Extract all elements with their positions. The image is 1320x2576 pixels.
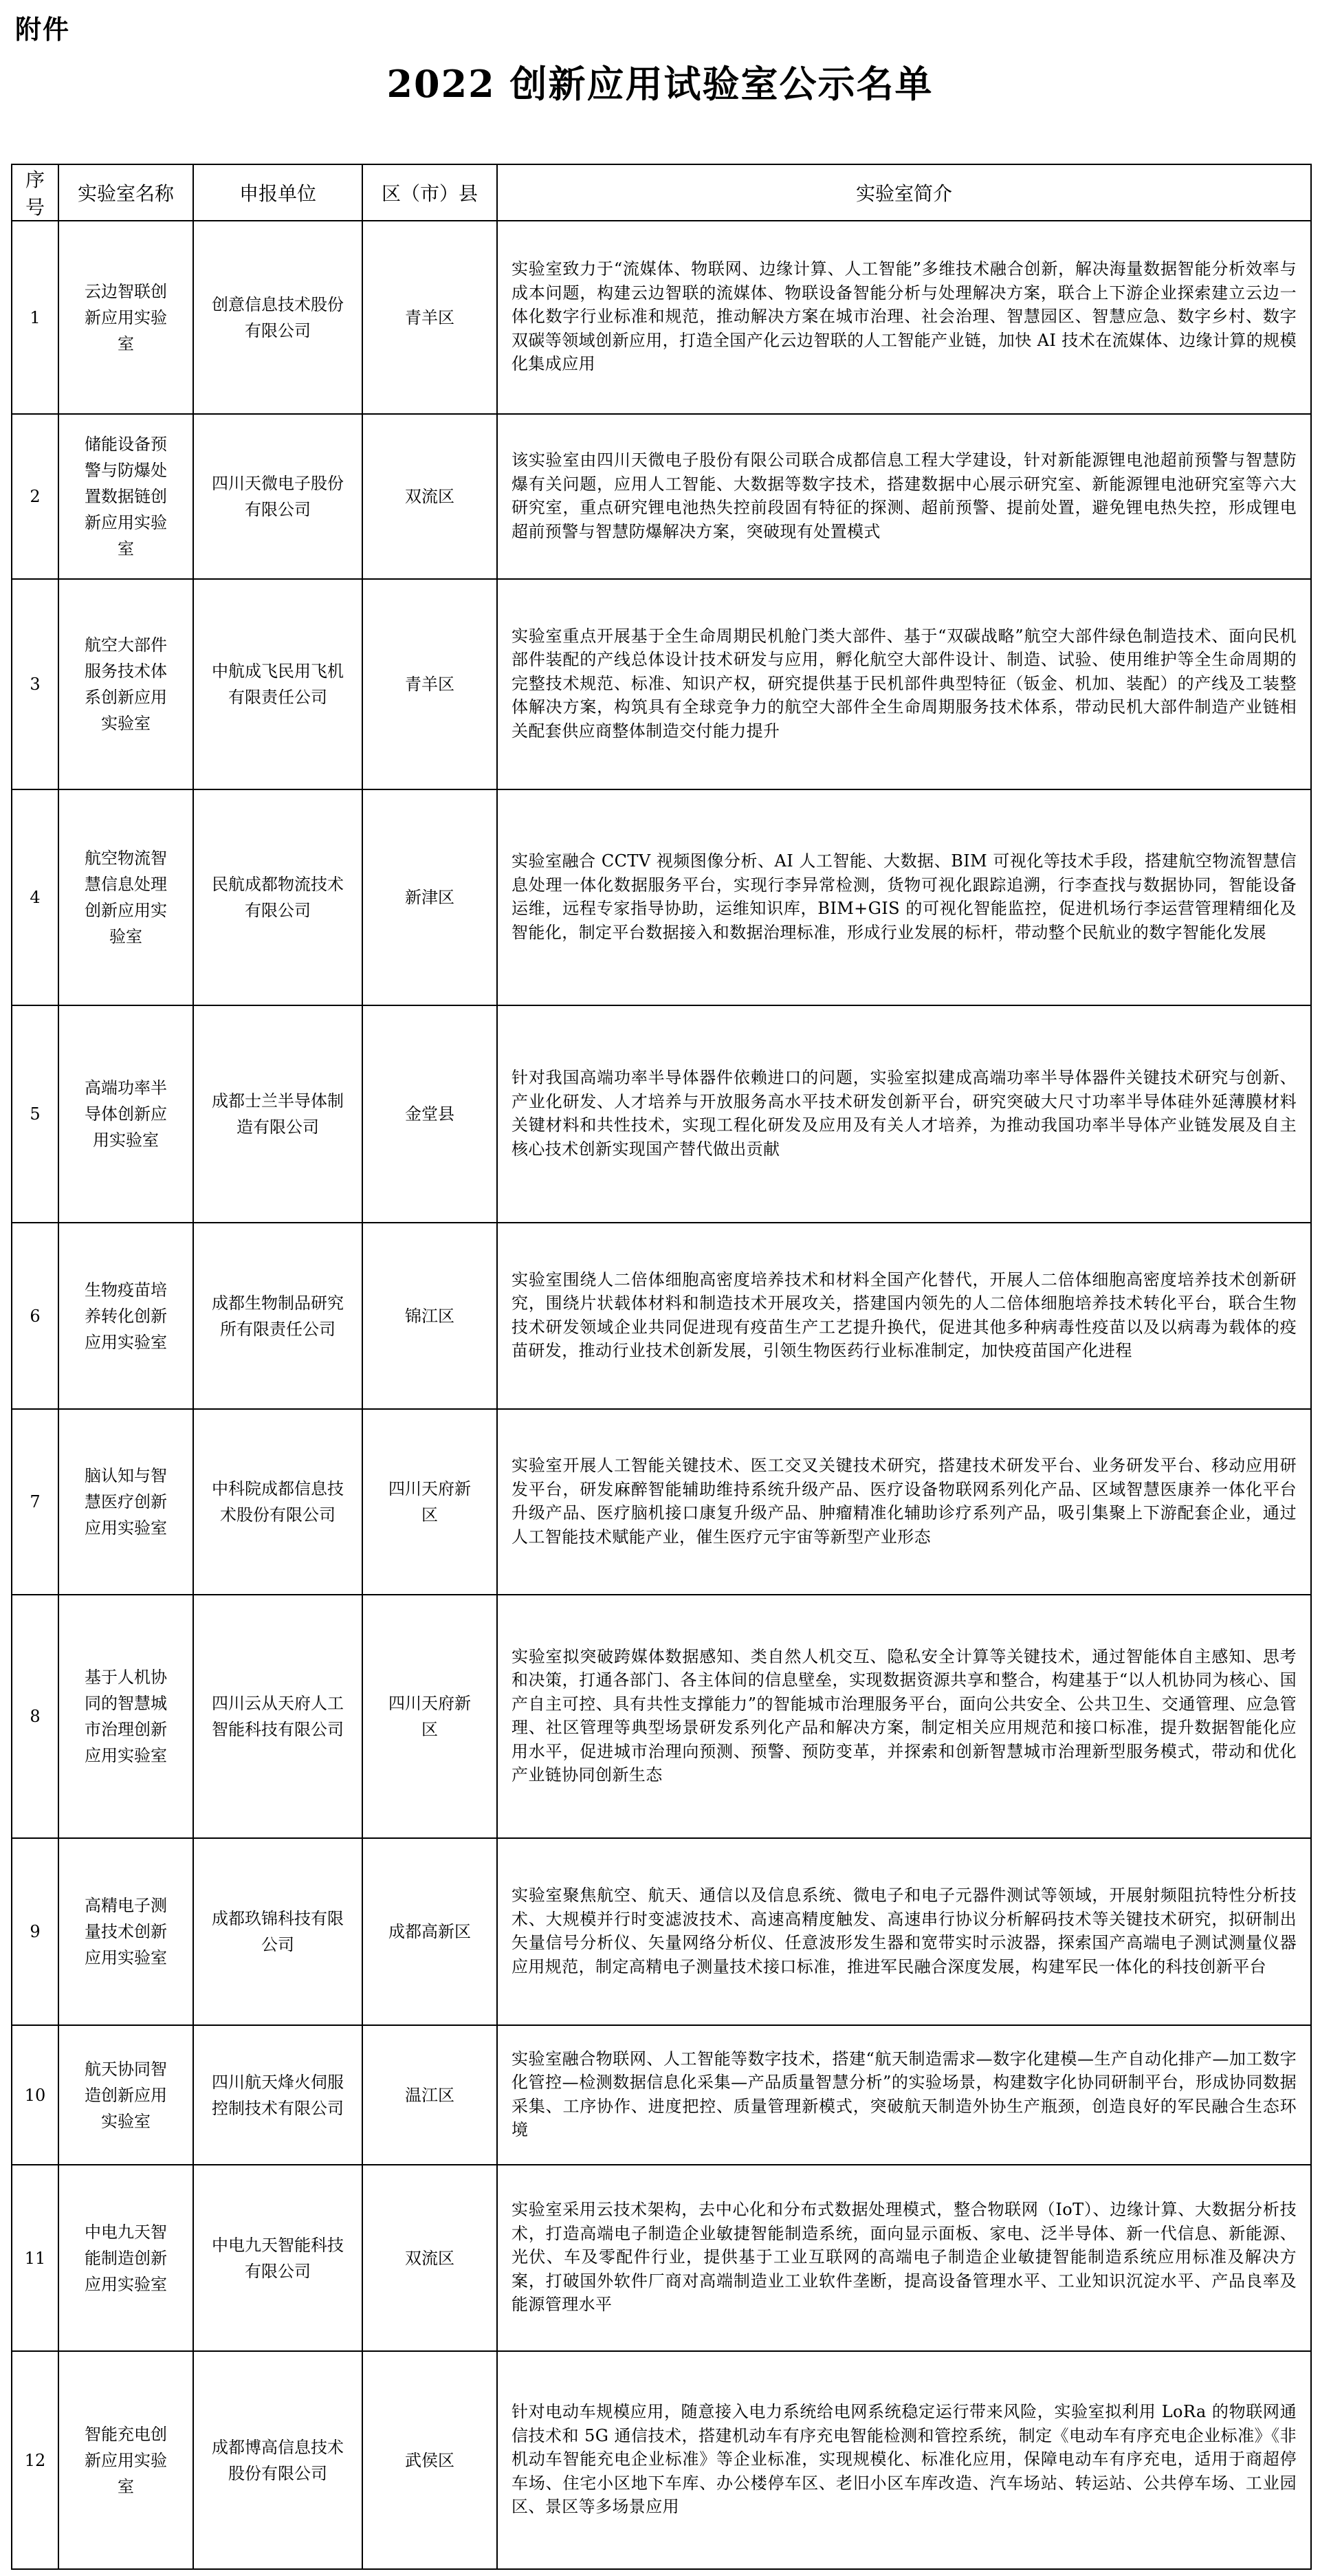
district: 新津区: [362, 789, 497, 1005]
lab-name: 高端功率半导体创新应用实验室: [58, 1005, 193, 1223]
district: 锦江区: [362, 1223, 497, 1409]
lab-description: 实验室采用云技术架构，去中心化和分布式数据处理模式，整合物联网（IoT）、边缘计算、大数据分析技术，打造高端电子制造企业敏捷智能制造系统，面向显示面板、家电、泛半导体、新一代信息、新能源、光伏、车及零配件行业，提供基于工业互联网的高端电子制造企业敏捷智能制造系统应用标准及解决方案，打破国外软件厂商对高端制造业工业软件垄断，提高设备管理水平、工业知识沉淀水平、产品良率及能源管理水平: [497, 2165, 1311, 2351]
lab-name: 脑认知与智慧医疗创新应用实验室: [58, 1409, 193, 1595]
table-row: [12, 2165, 1311, 2351]
row-number: 7: [12, 1409, 58, 1595]
table-row: [12, 1223, 1311, 1409]
row-number: 10: [12, 2025, 58, 2165]
district: 双流区: [362, 2165, 497, 2351]
table-row: [12, 1595, 1311, 1838]
table-header-row: [12, 164, 1311, 221]
column-header-number: 序号: [12, 164, 58, 221]
district: 四川天府新区: [362, 1595, 497, 1838]
lab-name: 中电九天智能制造创新应用实验室: [58, 2165, 193, 2351]
lab-name: 储能设备预警与防爆处置数据链创新应用实验室: [58, 414, 193, 579]
applicant-unit: 创意信息技术股份有限公司: [193, 221, 362, 414]
row-number: 6: [12, 1223, 58, 1409]
applicant-unit: 中电九天智能科技有限公司: [193, 2165, 362, 2351]
applicant-unit: 民航成都物流技术有限公司: [193, 789, 362, 1005]
lab-description: 实验室融合 CCTV 视频图像分析、AI 人工智能、大数据、BIM 可视化等技术手段，搭建航空物流智慧信息处理一体化数据服务平台，实现行李异常检测，货物可视化跟踪追溯，行李查找与数据协同，智能设备运维，远程专家指导协助，运维知识库，BIM+GIS 的可视化智能监控，促进机场行李运营管理精细化及智能化，制定平台数据接入和数据治理标准，形成行业发展的标杆，带动整个民航业的数字智能化发展: [497, 789, 1311, 1005]
document-title: 2022 创新应用试验室公示名单: [386, 62, 934, 106]
lab-description: 实验室重点开展基于全生命周期民机舱门类大部件、基于“双碳战略”航空大部件绿色制造技术、面向民机部件装配的产线总体设计技术研发与应用，孵化航空大部件设计、制造、试验、使用维护等全生命周期的完整技术规范、标准、知识产权，研究提供基于民机部件典型特征（钣金、机加、装配）的产线及工装整体解决方案，构筑具有全球竞争力的航空大部件全生命周期服务技术体系，带动民机大部件制造产业链相关配套供应商整体制造交付能力提升: [497, 579, 1311, 789]
lab-description: 该实验室由四川天微电子股份有限公司联合成都信息工程大学建设，针对新能源锂电池超前预警与智慧防爆有关问题，应用人工智能、大数据等数字技术，搭建数据中心展示研究室、新能源锂电池研究室等六大研究室，重点研究锂电池热失控前段固有特征的探测、超前预警、提前处置，避免锂电热失控，形成锂电超前预警与智慧防爆解决方案，突破现有处置模式: [497, 414, 1311, 579]
district: 青羊区: [362, 579, 497, 789]
applicant-unit: 成都玖锦科技有限公司: [193, 1838, 362, 2025]
column-header-description: 实验室简介: [497, 164, 1311, 221]
district: 青羊区: [362, 221, 497, 414]
row-number: 3: [12, 579, 58, 789]
lab-name: 航空物流智慧信息处理创新应用实验室: [58, 789, 193, 1005]
lab-description: 实验室融合物联网、人工智能等数字技术，搭建“航天制造需求—数字化建模—生产自动化排产—加工数字化管控—检测数据信息化采集—产品质量智慧分析”的实验场景，构建数字化协同研制平台，形成协同数据采集、工序协作、进度把控、质量管理新模式，突破航天制造外协生产瓶颈，创造良好的军民融合生态环境: [497, 2025, 1311, 2165]
table-row: [12, 414, 1311, 579]
table-row: [12, 579, 1311, 789]
district: 成都高新区: [362, 1838, 497, 2025]
table-row: [12, 2351, 1311, 2569]
lab-description: 实验室拟突破跨媒体数据感知、类自然人机交互、隐私安全计算等关键技术，通过智能体自主感知、思考和决策，打通各部门、各主体间的信息壁垒，实现数据资源共享和整合，构建基于“以人机协同为核心、国产自主可控、具有共性支撑能力”的智能城市治理服务平台，面向公共安全、公共卫生、交通管理、应急管理、社区管理等典型场景研发系列化产品和解决方案，制定相关应用规范和接口标准，提升数据智能化应用水平，促进城市治理向预测、预警、预防变革，并探索和创新智慧城市治理新型服务模式，带动和优化产业链协同创新生态: [497, 1595, 1311, 1838]
district: 武侯区: [362, 2351, 497, 2569]
applicant-unit: 四川天微电子股份有限公司: [193, 414, 362, 579]
district: 双流区: [362, 414, 497, 579]
table-row: [12, 789, 1311, 1005]
row-number: 1: [12, 221, 58, 414]
lab-description: 实验室致力于“流媒体、物联网、边缘计算、人工智能”多维技术融合创新，解决海量数据智能分析效率与成本问题，构建云边智联的流媒体、物联设备智能分析与处理解决方案，联合上下游企业探索建立云边一体化数字行业标准和规范，推动解决方案在城市治理、社会治理、智慧园区、智慧应急、数字乡村、数字双碳等领域创新应用，打造全国产化云边智联的人工智能产业链，加快 AI 技术在流媒体、边缘计算的规模化集成应用: [497, 221, 1311, 414]
applicant-unit: 成都生物制品研究所有限责任公司: [193, 1223, 362, 1409]
lab-name: 高精电子测量技术创新应用实验室: [58, 1838, 193, 2025]
row-number: 2: [12, 414, 58, 579]
table-row: [12, 1005, 1311, 1223]
district: 温江区: [362, 2025, 497, 2165]
lab-name: 生物疫苗培养转化创新应用实验室: [58, 1223, 193, 1409]
row-number: 12: [12, 2351, 58, 2569]
district: 四川天府新区: [362, 1409, 497, 1595]
lab-description: 针对我国高端功率半导体器件依赖进口的问题，实验室拟建成高端功率半导体器件关键技术研究与创新、产业化研发、人才培养与开放服务高水平技术研发创新平台，研究突破大尺寸功率半导体硅外延薄膜材料关键材料和共性技术，实现工程化研发及应用及有关人才培养，为推动我国功率半导体产业链发展及自主核心技术创新实现国产替代做出贡献: [497, 1005, 1311, 1223]
attachment-label: 附件: [15, 14, 71, 45]
lab-name: 智能充电创新应用实验室: [58, 2351, 193, 2569]
row-number: 9: [12, 1838, 58, 2025]
applicant-unit: 四川航天烽火伺服控制技术有限公司: [193, 2025, 362, 2165]
row-number: 11: [12, 2165, 58, 2351]
applicant-unit: 中航成飞民用飞机有限责任公司: [193, 579, 362, 789]
lab-description: 实验室聚焦航空、航天、通信以及信息系统、微电子和电子元器件测试等领域，开展射频阻抗特性分析技术、大规模并行时变滤波技术、高速高精度触发、高速串行协议分析解码技术等关键技术研究，拟研制出矢量信号分析仪、矢量网络分析仪、任意波形发生器和宽带实时示波器，探索国产高端电子测试测量仪器应用规范，制定高精电子测量技术接口标准，推进军民融合深度发展，构建军民一体化的科技创新平台: [497, 1838, 1311, 2025]
lab-name: 云边智联创新应用实验室: [58, 221, 193, 414]
lab-name: 基于人机协同的智慧城市治理创新应用实验室: [58, 1595, 193, 1838]
table-row: [12, 221, 1311, 414]
column-header-lab-name: 实验室名称: [58, 164, 193, 221]
applicant-unit: 中科院成都信息技术股份有限公司: [193, 1409, 362, 1595]
lab-description: 实验室开展人工智能关键技术、医工交叉关键技术研究，搭建技术研发平台、业务研发平台、移动应用研发平台，研发麻醉智能辅助维持系统升级产品、医疗设备物联网系列化产品、区域智慧医康养一体化平台升级产品、医疗脑机接口康复升级产品、肿瘤精准化辅助诊疗系列产品，吸引集聚上下游配套企业，通过人工智能技术赋能产业，催生医疗元宇宙等新型产业形态: [497, 1409, 1311, 1595]
table-row: [12, 2025, 1311, 2165]
applicant-unit: 四川云从天府人工智能科技有限公司: [193, 1595, 362, 1838]
column-header-applicant: 申报单位: [193, 164, 362, 221]
applicant-unit: 成都士兰半导体制造有限公司: [193, 1005, 362, 1223]
district: 金堂县: [362, 1005, 497, 1223]
lab-description: 实验室围绕人二倍体细胞高密度培养技术和材料全国产化替代，开展人二倍体细胞高密度培养技术创新研究，围绕片状载体材料和制造技术开展攻关，搭建国内领先的人二倍体细胞培养技术转化平台，联合生物技术研发领域企业共同促进现有疫苗生产工艺提升换代，促进其他多种病毒性疫苗以及以病毒为载体的疫苗研发，推动行业技术创新发展，引领生物医药行业标准制定，加快疫苗国产化进程: [497, 1223, 1311, 1409]
lab-name: 航天协同智造创新应用实验室: [58, 2025, 193, 2165]
applicant-unit: 成都博高信息技术股份有限公司: [193, 2351, 362, 2569]
lab-list-table: [11, 164, 1312, 2570]
lab-name: 航空大部件服务技术体系创新应用实验室: [58, 579, 193, 789]
table-row: [12, 1409, 1311, 1595]
lab-description: 针对电动车规模应用，随意接入电力系统给电网系统稳定运行带来风险，实验室拟利用 LoRa 的物联网通信技术和 5G 通信技术，搭建机动车有序充电智能检测和管控系统，制定《电动车有序充电企业标准》《非机动车智能充电企业标准》等企业标准，实现规模化、标准化应用，保障电动车有序充电，适用于商超停车场、住宅小区地下车库、办公楼停车区、老旧小区车库改造、汽车场站、转运站、公共停车场、工业园区、景区等多场景应用: [497, 2351, 1311, 2569]
row-number: 4: [12, 789, 58, 1005]
column-header-district: 区（市）县: [362, 164, 497, 221]
table-row: [12, 1838, 1311, 2025]
row-number: 8: [12, 1595, 58, 1838]
row-number: 5: [12, 1005, 58, 1223]
